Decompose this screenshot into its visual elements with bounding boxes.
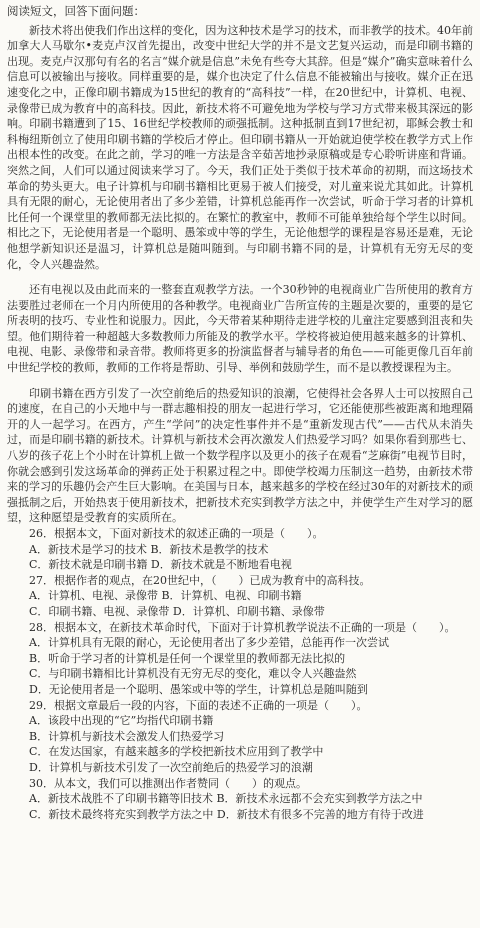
paragraph-gap — [7, 272, 473, 282]
question-option-line: A．计算机具有无限的耐心，无论使用者出了多少差错，总能再作一次尝试 — [29, 636, 389, 650]
question-29 — [7, 698, 473, 776]
question-stem: 26．根据本文，下面对新技术的叙述正确的一项是（ ）。 — [29, 527, 324, 540]
question-option-line: C．印刷书籍、电视、录像带 D．计算机、印刷书籍、录像带 — [29, 604, 325, 618]
question-27 — [7, 573, 473, 620]
question-stem: 29．根据文章最后一段的内容，下面的表述不正确的一项是（ ）。 — [29, 698, 368, 712]
paragraph-gap — [7, 376, 473, 386]
question-stem: 30．从本文，我们可以推测出作者赞同（ ）的观点。 — [29, 776, 307, 790]
question-option-line: D．计算机与新技术引发了一次空前绝后的热爱学习的浪潮 — [29, 760, 313, 774]
question-option-line: A．计算机、电视、录像带 B．计算机、电视、印刷书籍 — [29, 589, 302, 603]
question-option-line: A．该段中出现的“它”均指代印刷书籍 — [29, 714, 214, 728]
question-option-line: C．与印刷书籍相比计算机没有无穷无尽的变化，难以令人兴趣盎然 — [29, 667, 357, 681]
question-option-line: D．无论使用者是一个聪明、愚笨或中等的学生，计算机总是随叫随到 — [29, 682, 368, 696]
question-option-line: C．新技术就是印刷书籍 D．新技术就是不断地看电视 — [29, 558, 292, 572]
question-option-line: A．新技术战胜不了印刷书籍等旧技术 B．新技术永远都不会充实到教学方法之中 — [29, 792, 423, 806]
passage-paragraph-1: 新技术将出使我们作出这样的变化，因为这种技术是学习的技术，而非教学的技术。40年前加拿大人马歇尔•麦克卢汉首先提出，改变中世纪大学的并不是文艺复兴运动，而是印刷书籍的出现。麦克卢汉那句有名的名言“媒介就是信息”未免有些夸大其辞。但是“媒介”确实意味着什么信息可以被输出与接收。同样重要的是，媒介也决定了什么信息不能被输出与接收。媒介正在迅速变化之中，正像印刷书籍成为15世纪的教育的“高科技”一样，在20世纪中，计算机、电视、录像带已成为教育中的高科技。因此，新技术将不可避免地为学校与学习方式带来极其深远的影响。印刷书籍遭到了15、16世纪学校教师的顽强抵制。这种抵制直到17世纪初，耶稣会教士和科梅纽斯创立了使用印刷书籍的学校后才停止。但印刷书籍从一开始就迫使学校在教学方式上作出根本性的改变。在此之前，学习的唯一方法是含辛茹苦地抄录原稿或是专心聆听讲座和背诵。突然之间，人们可以通过阅读来学习了。今天，我们正处于类似于技术革命的初期，而这场技术革命的势头更大。电子计算机与印刷书籍相比更易于被人们接受，对儿童来说尤其如此。计算机具有无限的耐心，无论使用者出了多少差错，计算机总能再作一次尝试，听命于学习者的计算机比任何一个课堂里的教师都无法比拟的。在繁忙的教室中，教师不可能单独给每个学生以时间。相比之下，无论使用者是一个聪明、愚笨或中等的学生，无论他想学的课程是容易还是难，无论他想学新知识还是温习，计算机总是随叫随到。与印刷书籍不同的是，计算机有无穷无尽的变化，令人兴趣盎然。 — [7, 23, 473, 271]
question-stem: 28．根据本文，在新技术革命时代，下面对于计算机教学说法不正确的一项是（ ）。 — [29, 620, 456, 634]
question-option-line: A．新技术是学习的技术 B．新技术是教学的技术 — [29, 542, 269, 556]
question-option-line: C．在发达国家，有越来越多的学校把新技术应用到了教学中 — [29, 745, 324, 759]
question-26 — [7, 526, 473, 573]
passage-paragraph-2: 还有电视以及由此而来的一整套直观教学方法。一个30秒钟的电视商业广告所使用的教育方法要胜过老师在一个月内所使用的各种教学。电视商业广告所宣传的主题是次要的，重要的是它所表明的技巧、专业性和说服力。因此，今天带着某种期待走进学校的儿童注定要感到沮丧和失望。他们期待着一种超越大多数教师力所能及的教学水平。学校将被迫使用越来越多的计算机、电视、电影、录像带和录音带。教师将更多的扮演监督者与辅导者的角色——可能更像几百年前中世纪学校的教师，教师的工作将是帮助、引导、举例和鼓励学生，而不是以教授课程为主。 — [7, 283, 473, 375]
instructions-heading: 阅读短文，回答下面问题： — [7, 4, 145, 18]
question-stem: 27．根据作者的观点，在20世纪中，（ ）已成为教育中的高科技。 — [29, 573, 371, 587]
question-28 — [7, 620, 473, 698]
question-option-line: C．新技术最终将充实到教学方法之中 D．新技术有很多不完善的地方有待于改进 — [29, 807, 424, 821]
question-option-line: B．听命于学习者的计算机是任何一个课堂里的教师都无法比拟的 — [29, 651, 346, 665]
question-option-line: B．计算机与新技术会激发人们热爱学习 — [29, 729, 225, 743]
question-30 — [7, 776, 473, 823]
passage-paragraph-3: 印刷书籍在西方引发了一次空前绝后的热爱知识的浪潮，它使得社会各界人士可以按照自己的速度，在自己的小天地中与一群志趣相投的朋友一起进行学习，它还能使那些被距离和地理隔开的人一起学习。在西方，产生“学问”的决定性事件并不是“重新发现古代”——古代从未消失过，而是印刷书籍的新技术。计算机与新技术会再次激发人们热爱学习吗？如果你看到那些七、八岁的孩子花上个小时在计算机上做一个数学程序以及更小的孩子在观看“芝麻街”电视节目时，你就会感到引发这场革命的弹药正处于积累过程之中。即使学校竭力压制这一趋势，由新技术带来的学习的乐趣仍会产生巨大影响。在美国与日本，越来越多的学校在经过30年的对新技术的顽强抵制之后，开始热衷于使用新技术，把新技术充实到教学方法之中，并使学生产生对学习的愿望，这种愿望是受教育的实质所在。 — [7, 386, 473, 525]
